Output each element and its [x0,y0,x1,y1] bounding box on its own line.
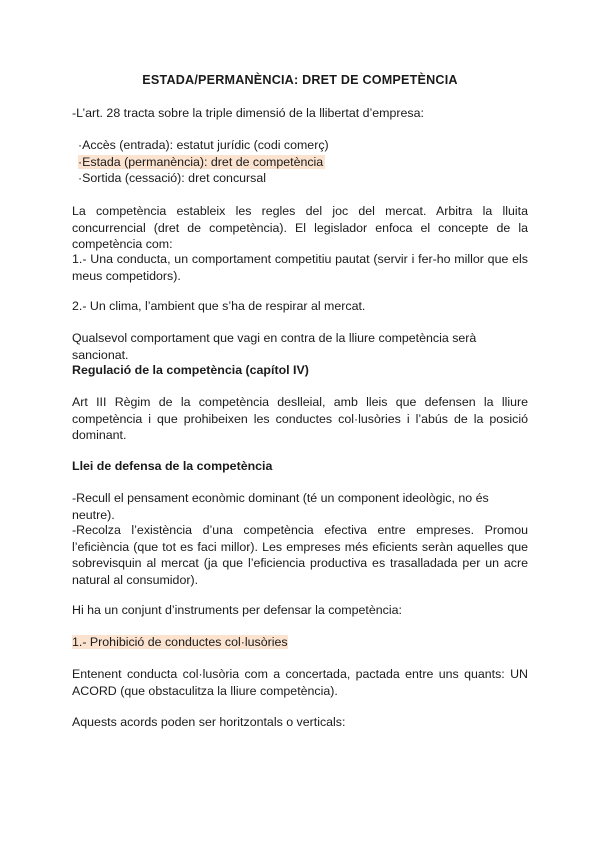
intro-paragraph: -L’art. 28 tracta sobre la triple dimensió de la llibertat d’empresa: [72,106,424,120]
climate-paragraph: 2.- Un clima, l’ambient que s’ha de respirar al mercat. [72,299,366,313]
agreements-paragraph: Aquests acords poden ser horitzontals o verticals: [72,715,346,729]
list-item: ·Accès (entrada): estatut jurídic (codi comerç) [78,138,329,152]
conduct-paragraph: 1.- Una conducta, un comportament competitiu pautat (servir i fer-ho millor que els meus competidors). [72,252,528,283]
section-heading-prohibition: 1.- Prohibició de conductes col·lusòries [72,635,288,649]
competition-paragraph: La competència estableix les regles del joc del mercat. Arbitra la lluita concurrencial (dret de competència). El legislador enfoca el concepte de la competència com: [72,204,528,251]
list-item-highlighted: ·Estada (permanència): dret de competència [78,154,324,169]
list-item: ·Sortida (cessació): dret concursal [78,171,266,185]
sanction-paragraph: Qualsevol comportament que vagi en contra de la lliure competència serà sancionat. [72,331,477,362]
efficiency-paragraph: -Recolza l’existència d’una competència efectiva entre empreses. Promou l’eficiència (que tot es faci millor). Les empreses més eficients seràn aquelles que sobrevisquin al mercat (ja que l’eficiencia productiva es trasalladada per un acre natural al consumidor). [72,523,528,587]
section-heading-regulation: Regulació de la competència (capítol IV) [72,363,309,377]
collusive-conduct-paragraph: Entenent conducta col·lusòria com a concertada, pactada entre uns quants: UN ACORD (que obstaculitza la lliure competència). [72,667,528,698]
instruments-paragraph: Hi ha un conjunt d’instruments per defensar la competència: [72,603,402,617]
page-title: ESTADA/PERMANÈNCIA: DRET DE COMPETÈNCIA [142,73,458,87]
regime-paragraph: Art III Règim de la competència deslleial, amb lleis que defensen la lliure competència i que prohibeixen les conductes col·lusòries i l’abús de la posició dominant. [72,395,528,442]
section-heading-law: Llei de defensa de la competència [72,459,273,473]
dimension-list [72,137,528,187]
economic-thought-paragraph: -Recull el pensament econòmic dominant (té un component ideològic, no és neutre). [72,491,489,522]
